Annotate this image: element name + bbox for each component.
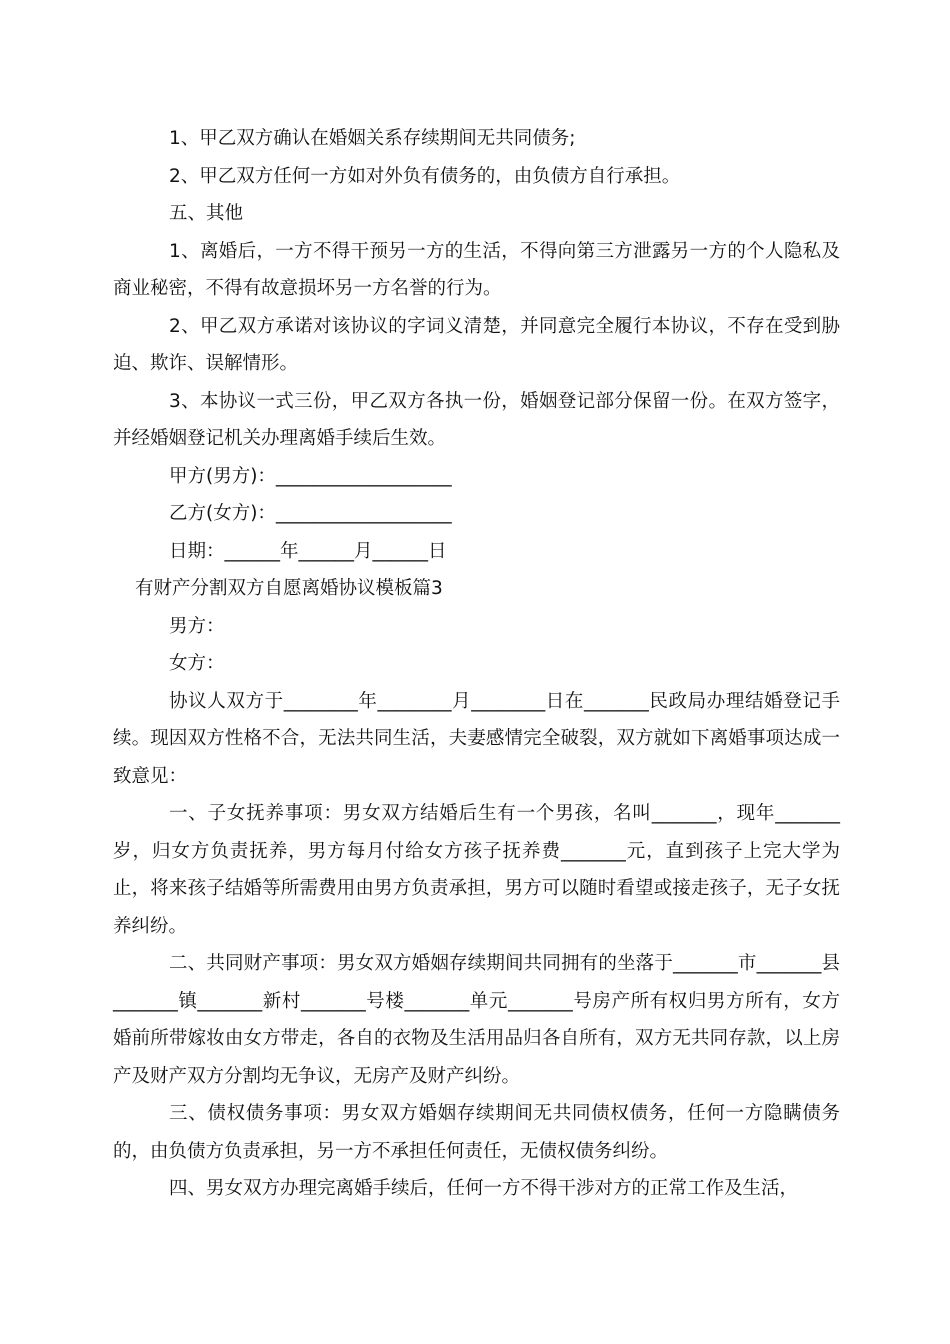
paragraph-debt-clause-2: 2、甲乙双方任何一方如对外负有债务的，由负债方自行承担。 [169,165,681,187]
paragraph-other-clause-3: 3、本协议一式三份，甲乙双方各执一份，婚姻登记部分保留一份。在双方签字，并经婚姻登记机关办理离婚手续后生效。 [113,390,840,449]
field-man: 男方： [169,615,225,637]
paragraph-other-clause-1: 1、离婚后，一方不得干预另一方的生活，不得向第三方泄露另一方的个人隐私及商业秘密，不得有故意损坏另一方名誉的行为。 [113,240,840,299]
section-heading-other: 五、其他 [169,203,244,224]
paragraph-other-clause-2: 2、甲乙双方承诺对该协议的字词义清楚，并同意完全履行本协议，不存在受到胁迫、欺诈、误解情形。 [113,315,840,374]
paragraph-debts: 三、债权债务事项：男女双方婚姻存续期间无共同债权债务，任何一方隐瞒债务的，由负债方负责承担，另一方不承担任何责任，无债权债务纠纷。 [113,1103,840,1162]
paragraph-debt-clause-1: 1、甲乙双方确认在婚姻关系存续期间无共同债务; [169,128,576,149]
paragraph-property: 二、共同财产事项：男女双方婚姻存续期间共同拥有的坐落于_______市_______县_______镇_______新村_______号楼_______单元_______号房产所有权归男方所有，女方婚前所带嫁妆由女方带走，各自的衣物及生活用品归各自所有，双方无共同存款，以上房产及财产双方分割均无争议，无房产及财产纠纷。 [113,953,840,1087]
field-woman: 女方： [169,653,225,674]
signature-party-a: 甲方(男方)：___________________ [169,465,452,487]
document-body [113,120,840,1208]
paragraph-child-custody: 一、子女抚养事项：男女双方结婚后生有一个男孩，名叫_______，现年_______岁，归女方负责抚养，男方每月付给女方孩子抚养费_______元，直到孩子上完大学为止，将来孩子结婚等所需费用由男方负责承担，男方可以随时看望或接走孩子，无子女抚养纠纷。 [113,803,840,937]
paragraph-intro: 协议人双方于________年________月________日在_______民政局办理结婚登记手续。现因双方性格不合，无法共同生活，夫妻感情完全破裂，双方就如下离婚事项达成一致意见： [113,690,840,787]
template-title: 有财产分割双方自愿离婚协议模板篇3 [135,578,443,599]
signature-date: 日期：______年______月______日 [169,540,447,562]
signature-party-b: 乙方(女方)：___________________ [169,503,452,524]
paragraph-non-interference: 四、男女双方办理完离婚手续后，任何一方不得干涉对方的正常工作及生活， [169,1178,799,1199]
